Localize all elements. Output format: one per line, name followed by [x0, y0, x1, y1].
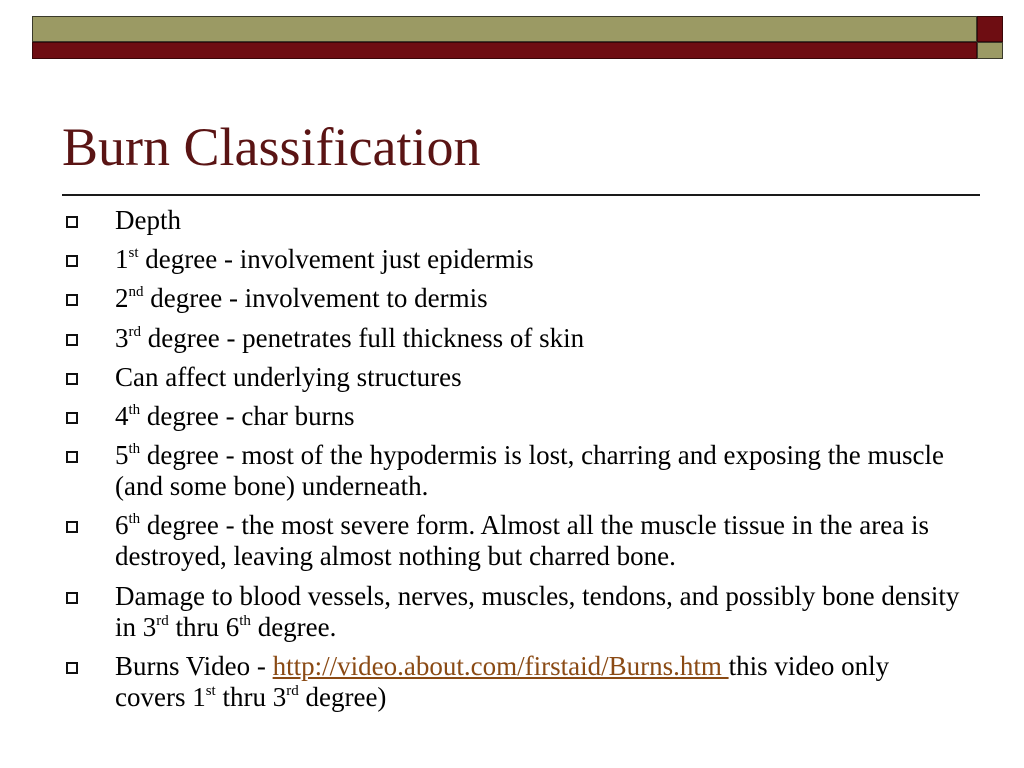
- bullet-item-1st-degree: [60, 244, 960, 275]
- header-bar-red: [32, 42, 977, 59]
- hollow-square-icon: [66, 412, 78, 424]
- bullet-item-2nd-degree: [60, 283, 960, 314]
- degree-number: 5: [115, 440, 129, 471]
- slide-title: Burn Classification: [62, 117, 481, 177]
- ordinal-suffix: th: [128, 401, 141, 418]
- bullet-text: degree - penetrates full thickness of skin: [141, 322, 585, 353]
- corner-square-olive: [977, 42, 1003, 59]
- degree-number: 1: [115, 244, 129, 275]
- ordinal-suffix: st: [205, 682, 216, 699]
- bullet-text: degree): [298, 681, 387, 712]
- ordinal-suffix: th: [128, 511, 141, 528]
- bullet-item-depth: [60, 205, 960, 236]
- ordinal-suffix: rd: [156, 612, 169, 629]
- header-bar-olive: [32, 16, 977, 42]
- bullet-text: degree - char burns: [140, 400, 355, 431]
- bullet-item-3rd-degree: [60, 323, 960, 354]
- hollow-square-icon: [66, 592, 78, 604]
- bullet-item-burns-video: [60, 651, 960, 713]
- bullet-item-4th-degree: [60, 401, 960, 432]
- bullet-text: thru 3: [215, 681, 287, 712]
- bullet-text: this video only covers 1: [115, 650, 890, 712]
- ordinal-suffix: th: [239, 612, 251, 629]
- hollow-square-icon: [66, 662, 78, 674]
- bullet-text: Burns Video -: [115, 650, 273, 681]
- ordinal-suffix: rd: [128, 323, 141, 340]
- ordinal-suffix: nd: [128, 284, 144, 301]
- ordinal-suffix: th: [128, 441, 141, 458]
- hollow-square-icon: [66, 373, 78, 385]
- ordinal-suffix: st: [128, 245, 139, 262]
- bullet-text: Damage to blood vessels, nerves, muscles, tendons, and possibly bone density in 3: [115, 580, 960, 642]
- ordinal-suffix: rd: [286, 682, 299, 699]
- title-divider: [62, 194, 980, 196]
- hollow-square-icon: [66, 216, 78, 228]
- bullet-item-damage: [60, 581, 960, 643]
- bullet-item-6th-degree: [60, 510, 960, 572]
- bullet-item-5th-degree: [60, 440, 960, 502]
- degree-number: 4: [115, 400, 129, 431]
- bullet-item-underlying: [60, 362, 960, 393]
- bullet-text: degree - the most severe form. Almost all the muscle tissue in the area is destroyed, leaving almost nothing but charred bone.: [115, 510, 929, 572]
- degree-number: 3: [115, 322, 129, 353]
- hollow-square-icon: [66, 255, 78, 267]
- bullet-text: thru 6: [168, 611, 240, 642]
- bullet-list: [60, 205, 960, 721]
- degree-number: 2: [115, 283, 129, 314]
- hollow-square-icon: [66, 334, 78, 346]
- hollow-square-icon: [66, 521, 78, 533]
- corner-square-red: [977, 16, 1003, 42]
- bullet-text: degree - most of the hypodermis is lost, charring and exposing the muscle (and some bone) underneath.: [115, 440, 944, 502]
- degree-number: 6: [115, 510, 129, 541]
- bullet-text: Depth: [115, 205, 181, 235]
- bullet-text: degree.: [250, 611, 337, 642]
- hollow-square-icon: [66, 294, 78, 306]
- bullet-text: Can affect underlying structures: [115, 361, 462, 392]
- bullet-text: degree - involvement to dermis: [143, 283, 488, 314]
- bullet-text: degree - involvement just epidermis: [138, 244, 534, 275]
- hollow-square-icon: [66, 451, 78, 463]
- burns-video-link[interactable]: http://video.about.com/firstaid/Burns.htm: [272, 650, 729, 681]
